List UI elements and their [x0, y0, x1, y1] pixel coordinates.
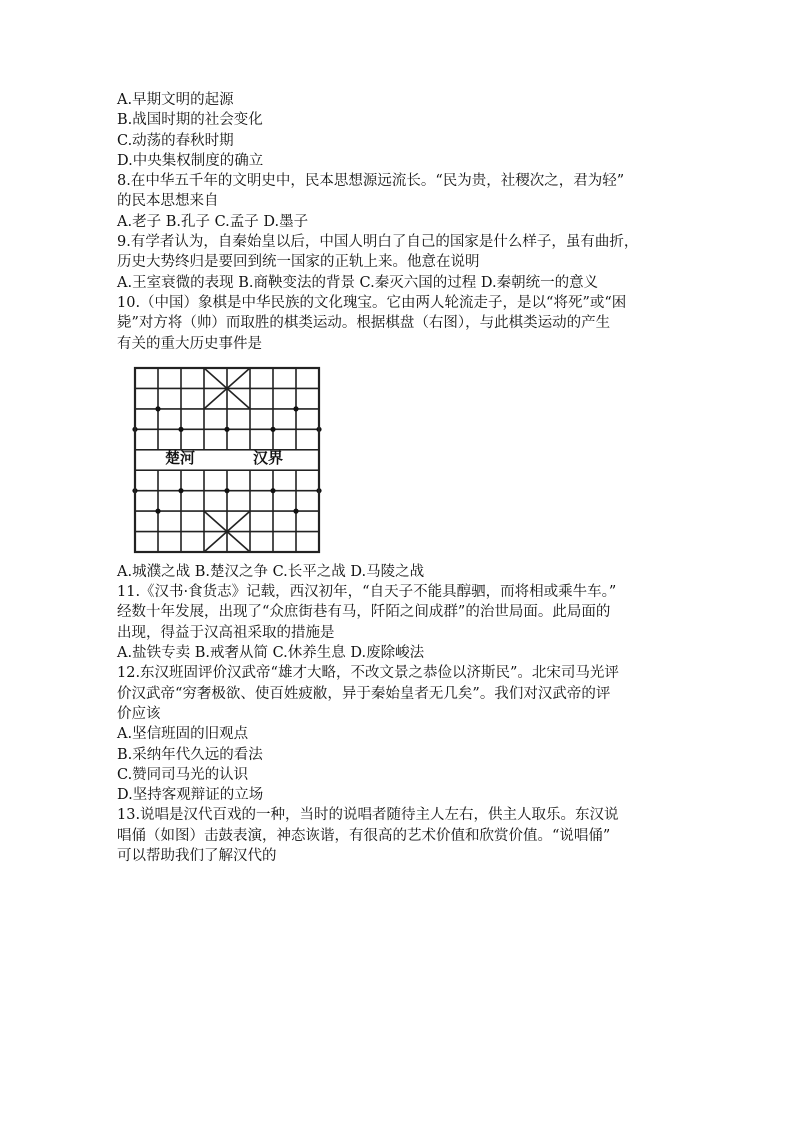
position-marker-dot	[270, 427, 275, 432]
q13-stem-line-3: 可以帮助我们了解汉代的	[117, 848, 277, 865]
q11-stem-line-3: 出现，得益于汉高祖采取的措施是	[117, 624, 335, 641]
river-band	[136, 448, 318, 469]
exam-page	[117, 90, 697, 866]
q8-options: A.老子 B.孔子 C.孟子 D.墨子	[117, 213, 309, 230]
q11-stem-line-2: 经数十年发展，出现了“众庶街巷有马，阡陌之间成群”的治世局面。此局面的	[117, 604, 611, 621]
position-marker-dot	[155, 508, 160, 513]
q11-options: A.盐铁专卖 B.戒奢从简 C.休养生息 D.废除峻法	[117, 645, 425, 662]
xiangqi-board	[127, 360, 327, 560]
q10-stem-line-1: 10.（中国）象棋是中华民族的文化瑰宝。它由两人轮流走子，是以“将死”或“困	[117, 294, 627, 311]
xiangqi-board-figure	[127, 360, 327, 560]
q12-option-b: B.采纳年代久远的看法	[117, 746, 263, 763]
q13-stem-line-2: 唱俑（如图）击鼓表演，神态诙谐，有很高的艺术价值和欣赏价值。“说唱俑”	[117, 827, 611, 844]
board-left-label: 楚河	[165, 448, 196, 467]
q9-stem-line-1: 9.有学者认为，自秦始皇以后，中国人明白了自己的国家是什么样子，虽有曲折，	[117, 234, 639, 251]
position-marker-dot	[178, 427, 183, 432]
q7-option-c: C.动荡的春秋时期	[117, 132, 234, 149]
q7-option-a: A.早期文明的起源	[117, 92, 234, 108]
q12-stem-line-1: 12.东汉班固评价汉武帝“雄才大略，不改文景之恭俭以济斯民”。北宋司马光评	[117, 665, 619, 682]
board-right-label: 汉界	[253, 448, 284, 467]
position-marker-dot	[270, 488, 275, 493]
q9-stem-line-2: 历史大势终归是要回到统一国家的正轨上来。他意在说明	[117, 254, 480, 271]
position-marker-dot	[224, 427, 229, 432]
q11-stem-line-1: 11.《汉书·食货志》记载，西汉初年，“自天子不能具醇驷，而将相或乘牛车。”	[117, 584, 617, 601]
q13-stem-line-1: 13.说唱是汉代百戏的一种，当时的说唱者随待主人左右，供主人取乐。东汉说	[117, 807, 619, 824]
q10-stem-line-2: 毙”对方将（帅）而取胜的棋类运动。根据棋盘（右图），与此棋类运动的产生	[117, 315, 611, 332]
q12-option-a: A.坚信班固的旧观点	[117, 726, 249, 743]
q8-stem-line-2: 的民本思想来自	[117, 193, 219, 210]
q7-option-d: D.中央集权制度的确立	[117, 152, 264, 169]
position-marker-dot	[178, 488, 183, 493]
q8-stem-line-1: 8.在中华五千年的文明史中，民本思想源远流长。“民为贵，社稷次之，君为轻”	[117, 173, 625, 190]
q9-options: A.王室衰微的表现 B.商鞅变法的背景 C.秦灭六国的过程 D.秦朝统一的意义	[117, 274, 599, 291]
q12-option-d: D.坚持客观辩证的立场	[117, 787, 264, 804]
position-marker-dot	[293, 508, 298, 513]
q10-options: A.城濮之战 B.楚汉之争 C.长平之战 D.马陵之战	[117, 563, 425, 580]
q12-stem-line-2: 价汉武帝“穷奢极欲、使百姓疲敝，异于秦始皇者无几矣”。我们对汉武帝的评	[117, 685, 611, 702]
position-marker-dot	[155, 406, 160, 411]
q12-option-c: C.赞同司马光的认识	[117, 766, 249, 783]
position-marker-dot	[293, 406, 298, 411]
position-marker-dot	[224, 488, 229, 493]
q7-option-b: B.战国时期的社会变化	[117, 112, 263, 129]
q10-stem-line-3: 有关的重大历史事件是	[117, 335, 262, 352]
q12-stem-line-3: 价应该	[117, 705, 161, 722]
